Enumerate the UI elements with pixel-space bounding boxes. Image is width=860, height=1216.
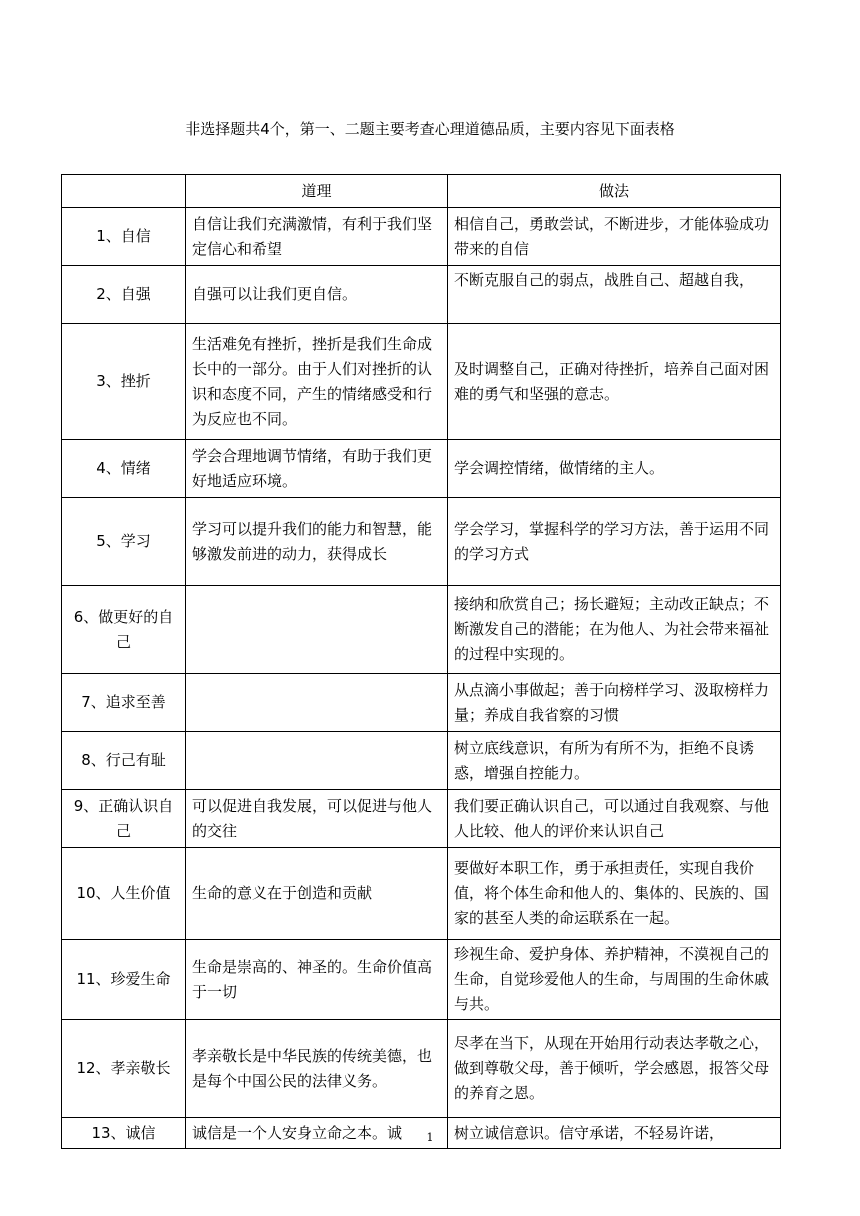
reason-cell bbox=[186, 674, 448, 732]
item-cell: 7、追求至善 bbox=[62, 674, 186, 732]
content-table bbox=[61, 174, 781, 1149]
table-row bbox=[62, 674, 781, 732]
table-row bbox=[62, 586, 781, 674]
practice-cell: 从点滴小事做起；善于向榜样学习、汲取榜样力量；养成自我省察的习惯 bbox=[448, 674, 781, 732]
intro-text: 非选择题共4个，第一、二题主要考查心理道德品质，主要内容见下面表格 bbox=[185, 120, 675, 138]
header-reason: 道理 bbox=[186, 175, 448, 208]
practice-cell: 尽孝在当下，从现在开始用行动表达孝敬之心，做到尊敬父母，善于倾听，学会感恩，报答父母的养育之恩。 bbox=[448, 1020, 781, 1118]
table-header-row bbox=[62, 175, 781, 208]
reason-cell: 可以促进自我发展，可以促进与他人的交往 bbox=[186, 790, 448, 848]
practice-cell: 接纳和欣赏自己；扬长避短；主动改正缺点；不断激发自己的潜能；在为他人、为社会带来福祉的过程中实现的。 bbox=[448, 586, 781, 674]
reason-cell: 生命的意义在于创造和贡献 bbox=[186, 848, 448, 940]
reason-cell: 学会合理地调节情绪，有助于我们更好地适应环境。 bbox=[186, 440, 448, 498]
practice-cell: 我们要正确认识自己，可以通过自我观察、与他人比较、他人的评价来认识自己 bbox=[448, 790, 781, 848]
reason-cell bbox=[186, 586, 448, 674]
header-item bbox=[62, 175, 186, 208]
item-cell: 8、行己有耻 bbox=[62, 732, 186, 790]
table-row bbox=[62, 790, 781, 848]
reason-cell: 自信让我们充满激情，有利于我们坚定信心和希望 bbox=[186, 208, 448, 266]
practice-cell: 及时调整自己，正确对待挫折，培养自己面对困难的勇气和坚强的意志。 bbox=[448, 324, 781, 440]
reason-cell: 学习可以提升我们的能力和智慧，能够激发前进的动力，获得成长 bbox=[186, 498, 448, 586]
item-cell: 11、珍爱生命 bbox=[62, 940, 186, 1020]
reason-cell: 生命是崇高的、神圣的。生命价值高于一切 bbox=[186, 940, 448, 1020]
table-row bbox=[62, 1020, 781, 1118]
reason-cell bbox=[186, 732, 448, 790]
header-practice: 做法 bbox=[448, 175, 781, 208]
practice-cell: 要做好本职工作，勇于承担责任，实现自我价值，将个体生命和他人的、集体的、民族的、国家的甚至人类的命运联系在一起。 bbox=[448, 848, 781, 940]
practice-cell: 不断克服自己的弱点，战胜自己、超越自我， bbox=[448, 266, 781, 324]
practice-cell: 相信自己，勇敢尝试，不断进步，才能体验成功带来的自信 bbox=[448, 208, 781, 266]
table-row bbox=[62, 324, 781, 440]
table-row bbox=[62, 208, 781, 266]
table-row bbox=[62, 266, 781, 324]
reason-cell: 生活难免有挫折，挫折是我们生命成长中的一部分。由于人们对挫折的认识和态度不同，产生的情绪感受和行为反应也不同。 bbox=[186, 324, 448, 440]
practice-cell: 树立底线意识，有所为有所不为，拒绝不良诱惑，增强自控能力。 bbox=[448, 732, 781, 790]
item-cell: 13、诚信 bbox=[62, 1118, 186, 1149]
item-cell: 12、孝亲敬长 bbox=[62, 1020, 186, 1118]
table-row bbox=[62, 440, 781, 498]
item-cell: 6、做更好的自己 bbox=[62, 586, 186, 674]
reason-cell: 孝亲敬长是中华民族的传统美德，也是每个中国公民的法律义务。 bbox=[186, 1020, 448, 1118]
item-cell: 5、学习 bbox=[62, 498, 186, 586]
item-cell: 4、情绪 bbox=[62, 440, 186, 498]
item-cell: 1、自信 bbox=[62, 208, 186, 266]
item-cell: 9、正确认识自己 bbox=[62, 790, 186, 848]
table-row bbox=[62, 940, 781, 1020]
item-cell: 3、挫折 bbox=[62, 324, 186, 440]
reason-cell: 自强可以让我们更自信。 bbox=[186, 266, 448, 324]
page-number: 1 bbox=[426, 1131, 434, 1144]
item-cell: 10、人生价值 bbox=[62, 848, 186, 940]
practice-cell: 学会学习，掌握科学的学习方法，善于运用不同的学习方式 bbox=[448, 498, 781, 586]
practice-cell: 学会调控情绪，做情绪的主人。 bbox=[448, 440, 781, 498]
item-cell: 2、自强 bbox=[62, 266, 186, 324]
table-row bbox=[62, 732, 781, 790]
table-row bbox=[62, 848, 781, 940]
practice-cell: 树立诚信意识。信守承诺，不轻易许诺， bbox=[448, 1118, 781, 1149]
practice-cell: 珍视生命、爱护身体、养护精神，不漠视自己的生命，自觉珍爱他人的生命，与周围的生命休戚与共。 bbox=[448, 940, 781, 1020]
table-row bbox=[62, 498, 781, 586]
reason-cell: 诚信是一个人安身立命之本。诚 bbox=[186, 1118, 448, 1149]
